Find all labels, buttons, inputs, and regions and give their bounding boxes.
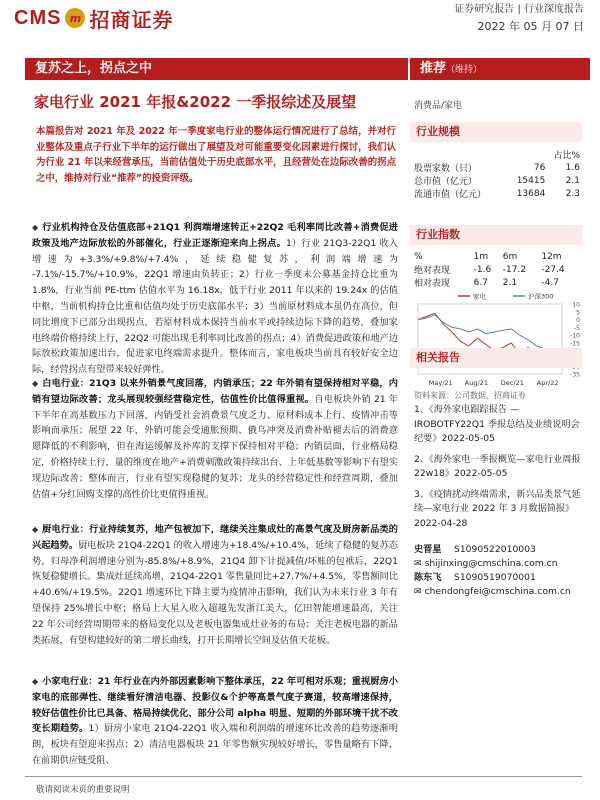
scale-label: 股票家数（只） xyxy=(414,164,478,174)
perf-table xyxy=(414,250,580,289)
section-lead: 厨电行业：行业持续复苏，地产包被加下，继续关注集成灶的高景气度及厨房新品类的兴起趋势。 xyxy=(32,524,398,551)
y-tick-label: 5 xyxy=(576,309,580,317)
bullet-icon: ◆ xyxy=(32,525,39,534)
y-tick-label: -35 xyxy=(570,371,580,379)
y-tick-label: -15 xyxy=(570,340,580,348)
logo-emblem-icon xyxy=(65,8,85,28)
logo-latin: CMS xyxy=(14,6,62,29)
bullet-icon: ◆ xyxy=(32,379,39,388)
scale-pct: 1.6 xyxy=(565,162,580,173)
scale-label: 总市值（亿元） xyxy=(414,177,478,187)
x-tick-label: Aug/21 xyxy=(464,379,488,387)
y-tick-label: -10 xyxy=(570,332,580,340)
scale-table xyxy=(414,148,580,200)
analyst-name: 陈东飞 xyxy=(414,572,442,583)
scale-value: 76 xyxy=(533,162,546,173)
table-row xyxy=(414,148,580,161)
perf-heading: 行业指数 xyxy=(410,225,582,245)
report-type: 证券研究报告 | 行业深度报告 xyxy=(454,4,584,15)
footer-note: 敬请阅读末页的重要说明 xyxy=(36,785,130,795)
section-body: 自电板块外销 21 年下半年在高基数压力下回落，内销受社会消费景气度乏力、原材料成本上行、疫情冲击等影响而承压；展望 22 年，外销可能会受通胀预期、俄乌冲突及消费补贴褪去后的消费意愿降低的不利影响，但在海运缓解及补库的支撑下保持相对平稳；内销层面，行业格局稳定，价格持续上行，量的维度在地产+消费刺激政策持续出台、上年低基数等影响下有望实现边际改善；整体而言，行业有望实现稳健的复苏；龙头的经营稳定性和经营周期，叠加估值+分红回购支撑的高性价比更值得重视。 xyxy=(32,393,399,500)
perf-value: -4.7 xyxy=(541,277,559,288)
index-chart xyxy=(414,290,582,388)
legend-label: 沪深300 xyxy=(528,292,554,301)
analyst-cert: S1090519070001 xyxy=(454,572,536,583)
analyst-name: 史晋星 xyxy=(414,544,442,555)
report-date: 2022 年 05 月 07 日 xyxy=(477,20,584,33)
section-white-goods xyxy=(32,376,398,502)
footer-divider xyxy=(25,776,582,777)
list-item: 3、《疫情扰动终端需求，新兴品类景气延续—家电行业 2022 年 3 月数据简报》2022-04-28 xyxy=(414,488,581,529)
x-tick-label: Apr/22 xyxy=(536,379,559,387)
perf-value: 6.7 xyxy=(473,277,488,288)
category-label: 消费品/家电 xyxy=(414,101,463,111)
section-body: 1）行业 21Q3-22Q1 收入增速为+3.3%/+9.8%/+7.4%，延续稳健复苏，利润端增速为 -7.1%/-15.7%/+10.9%，22Q1 增速由负转正；2）行业一季度末公募基金持仓比重为 1.8%，行业当前 PE-ttm 估值水平为 16.18x，低于行业 2011 年以来的 19.24x 的估值中枢，当前机构持仓比重和估值均处于历史底部水平；3）当前原材料成本虽仍在高位，但同比增度下已部分出现拐点，若原材料成本保持当前水平或持续边际下降的趋势，叠加家电终端价格持续上行，22Q2 可能出现毛利率同比改善的拐点；4）消费促进政策和地产边际放松政策加速出台，促进家电终端需求提升。整体而言，家电板块当前具有较好安全边际，经营拐点有望带来较好弹性。 xyxy=(32,237,398,376)
section-industry xyxy=(32,220,398,378)
table-row xyxy=(414,276,580,289)
rating-sub: （维持） xyxy=(446,65,483,75)
y-tick-label: 0 xyxy=(576,317,580,325)
scale-pct: 2.3 xyxy=(565,188,580,199)
summary-paragraph: 本篇报告对 2021 年及 2022 年一季度家电行业的整体运行情况进行了总结，并对行业整体及重点子行业下半年的运行做出了展望及对可能重要变化因素进行探讨，我们认为行业 21 年以来经营承压，当前估值处于历史底部水平，且经营处在边际改善的拐点之中，维持对行业“推荐”的投资评级。 xyxy=(36,126,396,184)
section-kitchen xyxy=(32,522,398,648)
section-body: 1）厨房小家电 21Q4-22Q1 收入端和利润端的增速环比改善的趋势逐渐明朗，板块有望迎来拐点；2）清洁电器板块 21 年零售额实现较好增长，零售量略有下降，在前期供应链受阻、 xyxy=(32,723,399,766)
perf-label: 相对表现 xyxy=(414,279,451,289)
logo xyxy=(14,4,173,32)
perf-col: 1m xyxy=(473,251,489,262)
scale-unit: 占比% xyxy=(553,151,580,161)
bullet-icon: ◆ xyxy=(32,223,39,232)
perf-col: % xyxy=(414,251,423,262)
table-row xyxy=(414,187,580,200)
logo-cn: 招商证券 xyxy=(89,7,174,32)
bullet-icon: ◆ xyxy=(32,677,39,686)
scale-value: 15415 xyxy=(516,175,546,186)
related-heading: 相关报告 xyxy=(410,348,582,368)
table-row xyxy=(414,161,580,174)
x-tick-label: Dec/21 xyxy=(500,379,524,387)
chart-source: 资料来源：公司数据、招商证券 xyxy=(414,391,526,400)
scale-heading: 行业规模 xyxy=(410,122,582,142)
logo-emblem-letter: m xyxy=(69,11,82,25)
scale-label: 流通市值（亿元） xyxy=(414,190,487,200)
section-lead: 行业机构持仓及估值底部+21Q1 利润端增速转正+22Q2 毛利率同比改善+消费促进政策及地产边际放松的外部催化，行业正逐渐迎来向上拐点。 xyxy=(32,222,398,249)
section-body: 厨电板块 21Q4-22Q1 的收入增速为+18.4%/+10.4%，延续了稳健的复苏态势，归母净利润增速分别为-85.8%/+8.9%，21Q4 卸下计提减值/坏账的包袱后，22Q1 恢复稳健增长。集成灶延续高增，21Q4-22Q1 零售量同比+27.7%/+4.5%，零售额同比+40.6%/+19.5%。22Q1 增速环比下降主要为疫情冲击影响，我们认为未来行业 3 年有望保持 25%增长中枢；格局上大星入收入超越先发浙江美大，亿田智能增速最高，关注 22 年公司经营周期带来的格局变化以及老板电器集成灶业务的布局；关注老板电器的新品类拓展，有望构建较好的第二增长曲线，打开长期增长空间及估值天花板。 xyxy=(32,539,398,646)
list-item: 2、《海外家电一季报概览—家电行业周报 22w18》2022-05-05 xyxy=(414,453,581,479)
header-meta xyxy=(454,0,584,34)
theme-banner: 复苏之上，拐点之中 xyxy=(25,58,408,80)
analyst-email: shijinxing@cmschina.com.cn xyxy=(424,558,558,569)
analyst-row xyxy=(414,543,582,557)
analyst-cert: S1090522010003 xyxy=(454,544,536,555)
analyst-email-row xyxy=(414,585,582,599)
section-lead: 白电行业：21Q3 以来外销景气度回落，内销承压；22 年外销有望保持相对平稳，内销有望边际改善；龙头展现较强经营稳定性，估值性价比值得重视。 xyxy=(32,378,398,405)
section-lead: 小家电行业：21 年行业在内外部因素影响下整体承压，22 年可相对乐观；重视厨房小家电的底部弹性、继续看好清洁电器、投影仪&个护等高景气度子赛道，较高增速保持，较好估值性价比已具备、格局持续优化、部分公司 alpha 明显、短期的外部环境干扰不改变长期趋势。 xyxy=(32,676,398,735)
table-row xyxy=(414,250,580,263)
perf-value: -27.4 xyxy=(541,264,565,275)
x-tick-label: May/21 xyxy=(428,379,453,387)
perf-col: 12m xyxy=(541,251,562,262)
mail-icon: ✉ xyxy=(414,558,425,569)
scale-pct: 2.1 xyxy=(565,175,580,186)
perf-col: 6m xyxy=(502,251,518,262)
perf-label: 绝对表现 xyxy=(414,266,451,276)
report-title: 家电行业 2021 年报&2022 一季报综述及展望 xyxy=(34,93,357,111)
rating-label: 推荐 xyxy=(420,61,447,76)
related-list xyxy=(414,403,582,537)
analyst-email-row xyxy=(414,557,582,571)
y-tick-label: -5 xyxy=(574,324,580,332)
rating-banner xyxy=(410,58,590,80)
table-row xyxy=(414,263,580,276)
perf-value: -17.2 xyxy=(502,264,527,275)
section-small-appliance xyxy=(32,674,398,769)
legend-label: 家电 xyxy=(473,292,486,301)
list-item: 1、《海外家电跟踪报告 — IROBOTFY22Q1 季报总结及业绩说明会纪要》2022-05-05 xyxy=(414,404,580,444)
analysts xyxy=(414,543,582,599)
analyst-row xyxy=(414,571,582,585)
perf-value: 2.1 xyxy=(502,277,518,288)
analyst-email: chendongfei@cmschina.com.cn xyxy=(424,586,571,597)
perf-value: -1.6 xyxy=(473,264,492,275)
scale-value: 13684 xyxy=(516,188,546,199)
mail-icon: ✉ xyxy=(414,586,425,597)
y-tick-label: 10 xyxy=(572,301,580,309)
table-row xyxy=(414,174,580,187)
